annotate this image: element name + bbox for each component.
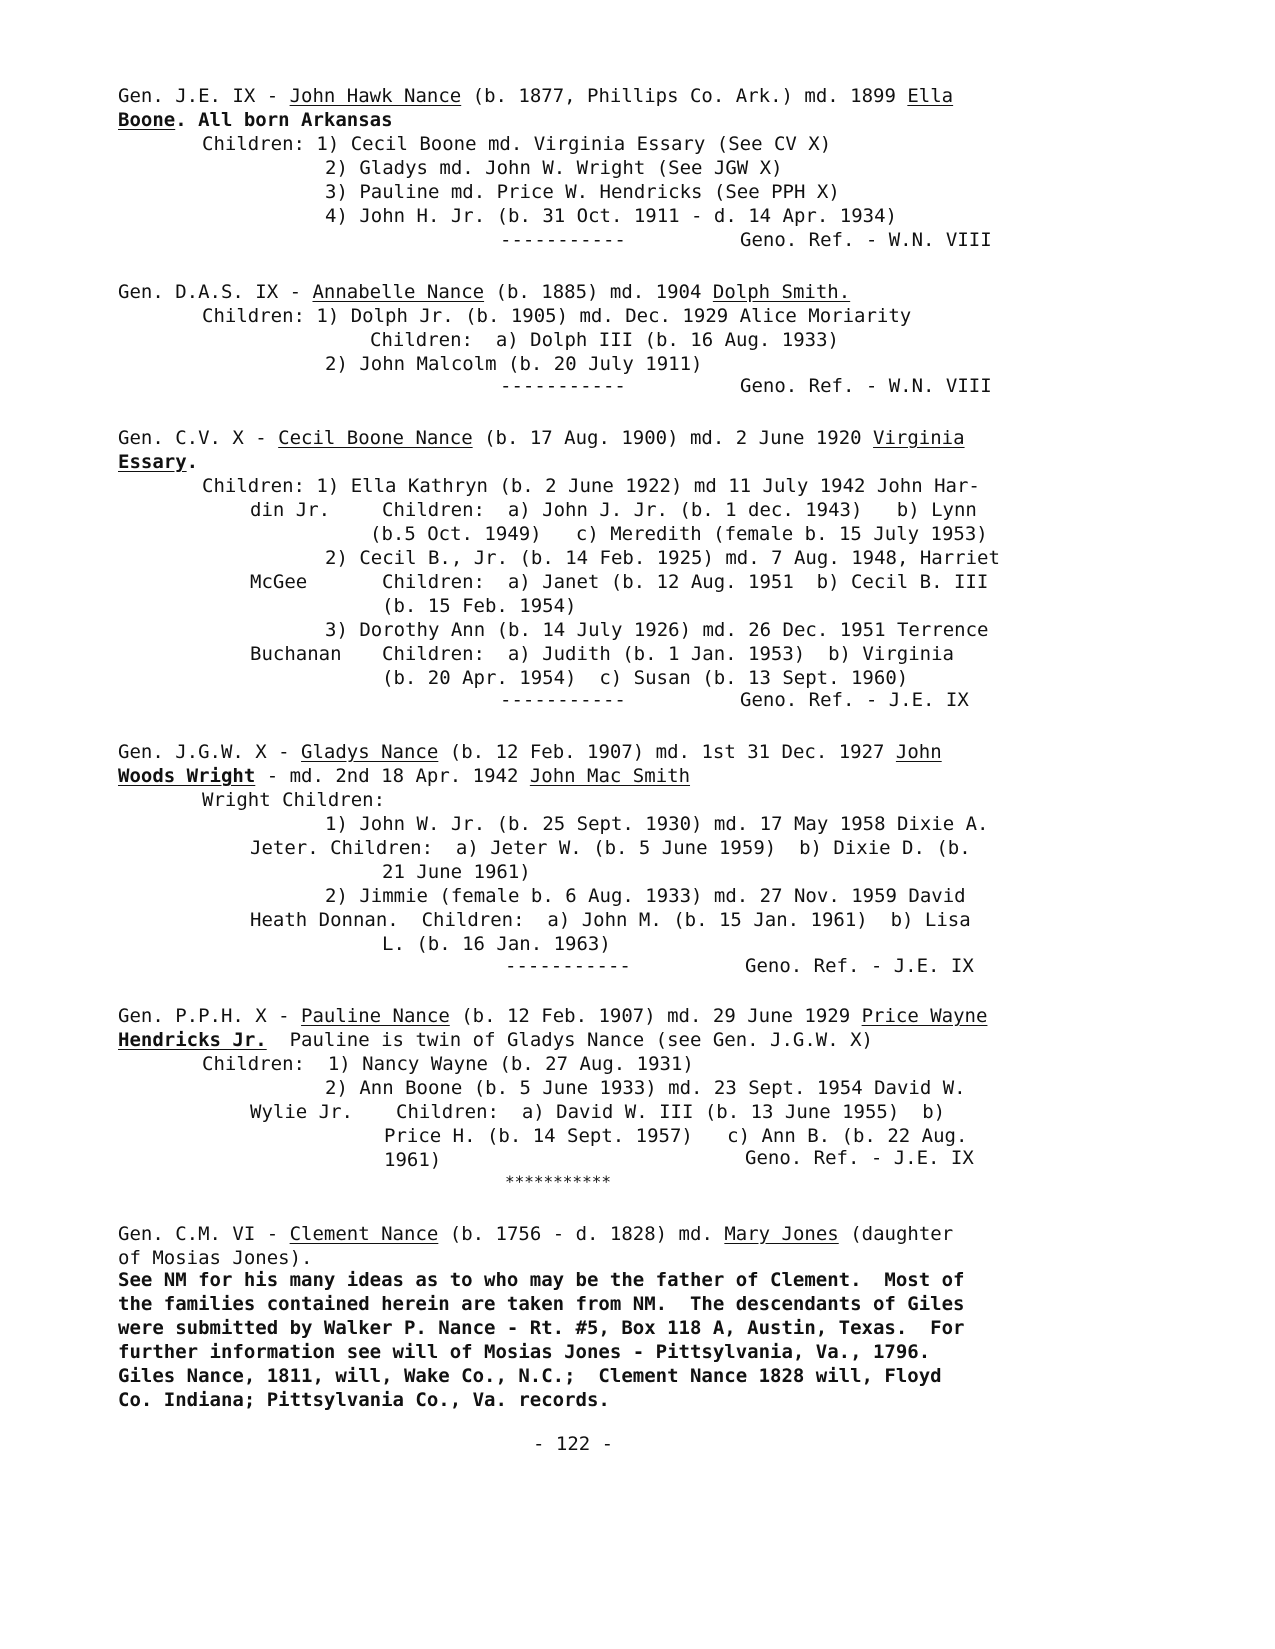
geno-ref: Geno. Ref. - W.N. VIII — [740, 375, 992, 397]
entry-pph-line2 — [118, 1028, 873, 1052]
entry-jgw-line2 — [118, 764, 690, 788]
grandchild-line: (b. 20 Apr. 1954) c) Susan (b. 13 Sept. 1960) — [382, 667, 909, 689]
child-line: 1) John W. Jr. (b. 25 Sept. 1930) md. 17 May 1958 Dixie A. — [325, 813, 989, 835]
geno-ref: Geno. Ref. - W.N. VIII — [740, 229, 992, 251]
grandchild-line: Children: a) Judith (b. 1 Jan. 1953) b) Virginia — [382, 643, 954, 665]
child-line: 2) Cecil B., Jr. (b. 14 Feb. 1925) md. 7 Aug. 1948, Harriet — [325, 547, 1000, 569]
child-line: 2) Gladys md. John W. Wright (See JGW X) — [325, 157, 783, 179]
separator: ----------- — [500, 689, 626, 711]
gen-label: Gen. P.P.H. X - — [118, 1005, 290, 1027]
person-name: Annabelle Nance — [312, 281, 485, 303]
birth-marriage-info: (b. 12 Feb. 1907) md. 1st 31 Dec. 1927 — [449, 741, 885, 763]
child-line: Children: 1) Nancy Wayne (b. 27 Aug. 1931) — [202, 1053, 694, 1075]
birth-marriage-info: (b. 17 Aug. 1900) md. 2 June 1920 — [484, 427, 862, 449]
birth-marriage-info: (b. 12 Feb. 1907) md. 29 June 1929 — [461, 1005, 851, 1027]
entry-das-header — [118, 280, 850, 304]
spouse-name: Price Wayne — [861, 1005, 988, 1027]
spouse-name-cont: Boone — [118, 109, 176, 131]
child-line-cont: Jeter. Children: a) Jeter W. (b. 5 June 1959) b) Dixie D. (b. — [250, 837, 971, 859]
spouse-name: Ella — [907, 85, 954, 107]
entry-cm-header — [118, 1222, 953, 1246]
grandchild-line: Children: a) John J. Jr. (b. 1 dec. 1943) b) Lynn — [382, 499, 977, 521]
spouse-name-cont: Woods Wright — [118, 765, 256, 787]
spouse-name: Mary Jones — [724, 1223, 839, 1245]
child-line: Children: 1) Cecil Boone md. Virginia Essary (See CV X) — [202, 133, 832, 155]
paragraph-line: See NM for his many ideas as to who may be the father of Clement. Most of — [118, 1269, 965, 1291]
grandchild-line: L. (b. 16 Jan. 1963) — [382, 933, 611, 955]
separator: ----------- — [500, 375, 626, 397]
child-line: 4) John H. Jr. (b. 31 Oct. 1911 - d. 14 Apr. 1934) — [325, 205, 897, 227]
note-text: (daughter — [850, 1223, 954, 1245]
child-line-cont: Heath Donnan. Children: a) John M. (b. 15 Jan. 1961) b) Lisa — [250, 909, 971, 931]
spouse-name: Dolph Smith. — [712, 281, 851, 303]
grandchild-line: Children: a) Janet (b. 12 Aug. 1951 b) Cecil B. III — [382, 571, 989, 593]
gen-label: Gen. D.A.S. IX - — [118, 281, 302, 303]
person-name: Clement Nance — [289, 1223, 439, 1245]
entry-cv-line2: Essary. — [118, 451, 199, 473]
spouse-name-cont: Hendricks Jr. — [118, 1029, 267, 1051]
child-line-cont: Buchanan — [250, 643, 342, 665]
grandchild-line: 21 June 1961) — [382, 861, 531, 883]
paragraph-line: Giles Nance, 1811, will, Wake Co., N.C.; Clement Nance 1828 will, Floyd — [118, 1365, 942, 1387]
person-name: Gladys Nance — [301, 741, 439, 763]
paragraph-line: were submitted by Walker P. Nance - Rt. #5, Box 118 A, Austin, Texas. For — [118, 1317, 965, 1339]
spouse-name-cont: Essary — [118, 451, 187, 473]
child-line: 2) Ann Boone (b. 5 June 1933) md. 23 Sept. 1954 David W. — [325, 1077, 966, 1099]
child-line: 2) John Malcolm (b. 20 July 1911) — [325, 353, 703, 375]
entry-pph-header — [118, 1004, 987, 1028]
spouse-name: John Mac Smith — [529, 765, 691, 787]
entry-je-line2 — [118, 108, 393, 132]
grandchild-line: Children: a) David W. III (b. 13 June 1955) b) — [396, 1101, 946, 1123]
person-name: Pauline Nance — [301, 1005, 450, 1027]
note-text: . All born Arkansas — [175, 109, 393, 131]
paragraph-line: the families contained herein are taken from NM. The descendants of Giles — [118, 1293, 965, 1315]
child-line-cont: McGee — [250, 571, 308, 593]
grandchild-line: Children: a) Dolph III (b. 16 Aug. 1933) — [370, 329, 839, 351]
child-line: Children: 1) Dolph Jr. (b. 1905) md. Dec. 1929 Alice Moriarity — [202, 305, 912, 327]
child-line: 3) Pauline md. Price W. Hendricks (See PPH X) — [325, 181, 840, 203]
child-line: 3) Dorothy Ann (b. 14 July 1926) md. 26 Dec. 1951 Terrence — [325, 619, 989, 641]
section-divider-stars: *********** — [505, 1172, 611, 1191]
person-name: John Hawk Nance — [289, 85, 462, 107]
child-line-cont: Wylie Jr. — [250, 1101, 353, 1123]
entry-jgw-header — [118, 740, 942, 764]
birth-marriage-info: (b. 1885) md. 1904 — [495, 281, 702, 303]
geno-ref: Geno. Ref. - J.E. IX — [745, 1147, 974, 1169]
paragraph-line: further information see will of Mosias Jones - Pittsylvania, Va., 1796. — [118, 1341, 931, 1363]
geno-ref: Geno. Ref. - J.E. IX — [745, 955, 974, 977]
grandchild-line: 1961) — [384, 1149, 442, 1171]
geno-ref: Geno. Ref. - J.E. IX — [740, 689, 969, 711]
gen-label: Gen. J.E. IX - — [118, 85, 279, 107]
birth-marriage-info: (b. 1756 - d. 1828) md. — [449, 1223, 713, 1245]
grandchild-line: Price H. (b. 14 Sept. 1957) c) Ann B. (b. 22 Aug. — [384, 1125, 968, 1147]
page-number: - 122 - — [533, 1433, 614, 1455]
note-text: Pauline is twin of Gladys Nance (see Gen. J.G.W. X) — [289, 1029, 873, 1051]
grandchild-line: (b. 15 Feb. 1954) — [382, 595, 577, 617]
child-line: Children: 1) Ella Kathryn (b. 2 June 1922) md 11 July 1942 John Har- — [202, 475, 980, 497]
separator: ----------- — [500, 229, 626, 251]
paragraph-line: Co. Indiana; Pittsylvania Co., Va. records. — [118, 1389, 610, 1411]
person-name: Cecil Boone Nance — [278, 427, 473, 449]
entry-cm-line2: of Mosias Jones). — [118, 1247, 313, 1269]
separator: ----------- — [505, 955, 631, 977]
gen-label: Gen. J.G.W. X - — [118, 741, 290, 763]
birth-marriage-info: (b. 1877, Phillips Co. Ark.) md. 1899 — [472, 85, 896, 107]
entry-cv-header — [118, 426, 965, 450]
child-line: 2) Jimmie (female b. 6 Aug. 1933) md. 27 Nov. 1959 David — [325, 885, 966, 907]
children-heading: Wright Children: — [202, 789, 386, 811]
gen-label: Gen. C.M. VI - — [118, 1223, 279, 1245]
marriage-info: - md. 2nd 18 Apr. 1942 — [266, 765, 519, 787]
spouse-name: Virginia — [873, 427, 965, 449]
entry-je-header — [118, 84, 953, 108]
child-line-cont: din Jr. — [250, 499, 331, 521]
grandchild-line: (b.5 Oct. 1949) c) Meredith (female b. 15 July 1953) — [370, 523, 988, 545]
spouse-name: John — [895, 741, 942, 763]
gen-label: Gen. C.V. X - — [118, 427, 267, 449]
